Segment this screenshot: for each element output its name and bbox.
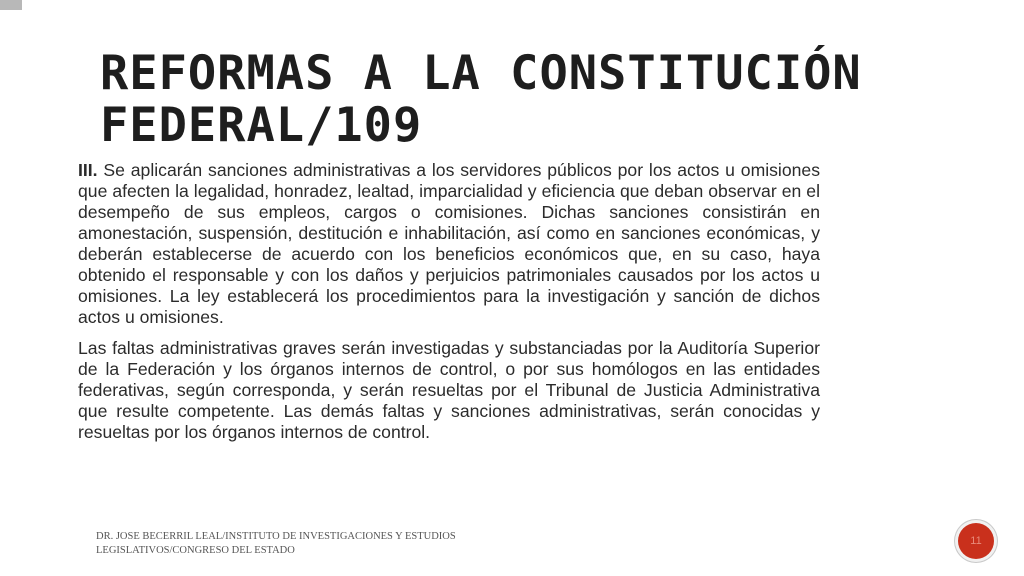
paragraph-faltas-graves <box>78 338 820 443</box>
footer-credit: DR. JOSE BECERRIL LEAL/INSTITUTO DE INVESTIGACIONES Y ESTUDIOS LEGISLATIVOS/CONGRESO DEL ESTADO <box>96 531 456 556</box>
paragraph-text: Las faltas administrativas graves serán investigadas y substanciadas por la Auditoría Superior de la Federación y los órganos internos de control, o por sus homólogos en las entidades federativas, según corresponda, y serán resueltas por el Tribunal de Justicia Administrativa que resulte competente. Las demás faltas y sanciones administrativas, serán conocidas y resueltas por los órganos internos de control. <box>78 338 820 442</box>
slide-title: REFORMAS A LA CONSTITUCIÓN FEDERAL/109 <box>100 46 862 153</box>
fraction-number: III. <box>78 160 98 180</box>
paragraph-text: Se aplicarán sanciones administrativas a los servidores públicos por los actos u omisiones que afecten la legalidad, honradez, lealtad, imparcialidad y eficiencia que deban observar en el desempeño de sus empleos, cargos o comisiones. Dichas sanciones consistirán en amonestación, suspensión, destitución e inhabilitación, así como en sanciones económicas, y deberán establecerse de acuerdo con los beneficios económicos que, en su caso, haya obtenido el responsable y con los daños y perjuicios patrimoniales causados por los actos u omisiones. La ley establecerá los procedimientos para la investigación y sanción de dichos actos u omisiones. <box>78 160 820 327</box>
page-number-badge <box>958 523 994 559</box>
corner-decoration <box>0 0 22 10</box>
slide-body <box>78 160 820 453</box>
paragraph-fraction-iii <box>78 160 820 328</box>
page-number: 11 <box>970 535 982 547</box>
